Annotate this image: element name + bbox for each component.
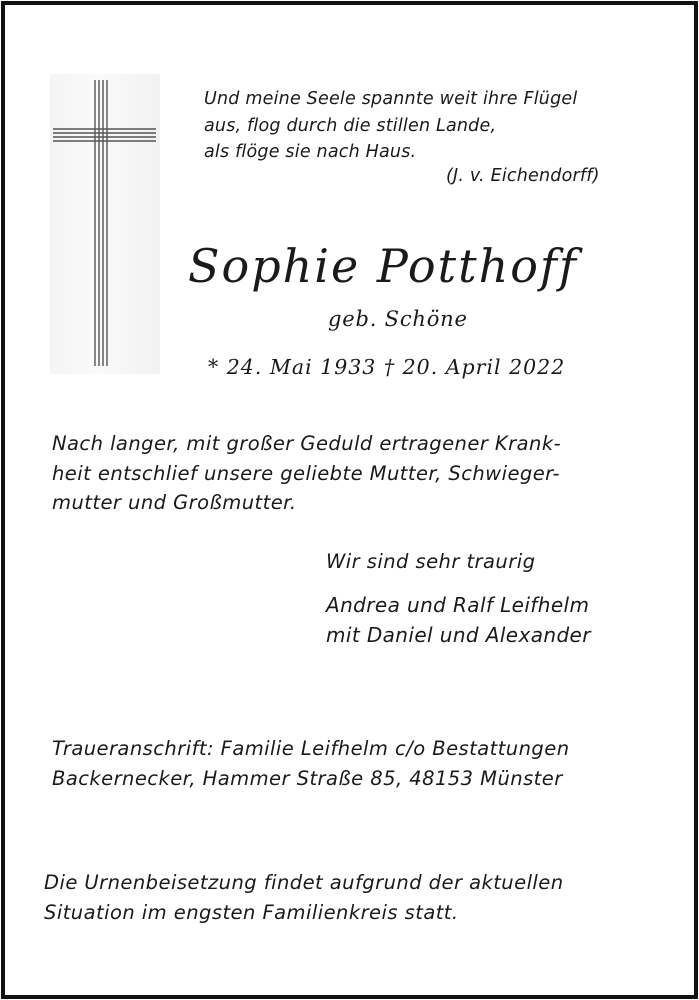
message-line: Nach langer, mit großer Geduld ertragener Krank- — [52, 432, 562, 455]
burial-note — [44, 868, 564, 927]
address-line: Backernecker, Hammer Straße 85, 48153 Münster — [52, 766, 563, 790]
deceased-name: Sophie Potthoff — [188, 239, 578, 293]
mourner-line: Andrea und Ralf Leifhelm — [326, 593, 590, 617]
address-line: Traueranschrift: Familie Leifhelm c/o Bestattungen — [52, 737, 570, 760]
message-line: heit entschlief unsere geliebte Mutter, Schwieger- — [52, 461, 561, 485]
poem — [204, 86, 577, 166]
poem-line: Und meine Seele spannte weit ihre Flügel — [204, 89, 578, 109]
message-line: mutter und Großmutter. — [52, 491, 297, 514]
birth-name: geb. Schöne — [328, 307, 468, 331]
cross-icon — [50, 74, 160, 374]
life-dates: * 24. Mai 1933 † 20. April 2022 — [208, 355, 566, 379]
mourning-address — [52, 734, 570, 793]
burial-line: Die Urnenbeisetzung findet aufgrund der aktuellen — [44, 871, 564, 894]
poem-line: aus, flog durch die stillen Lande, — [204, 115, 497, 136]
poem-attribution: (J. v. Eichendorff) — [446, 166, 600, 186]
poem-line: als flöge sie nach Haus. — [204, 142, 417, 162]
cross-panel — [50, 74, 160, 374]
mourners-names — [326, 590, 591, 650]
mourner-line: mit Daniel und Alexander — [326, 623, 591, 647]
burial-line: Situation im engsten Familienkreis statt. — [44, 900, 459, 924]
death-message — [52, 429, 561, 518]
mourners-intro: Wir sind sehr traurig — [326, 550, 536, 573]
